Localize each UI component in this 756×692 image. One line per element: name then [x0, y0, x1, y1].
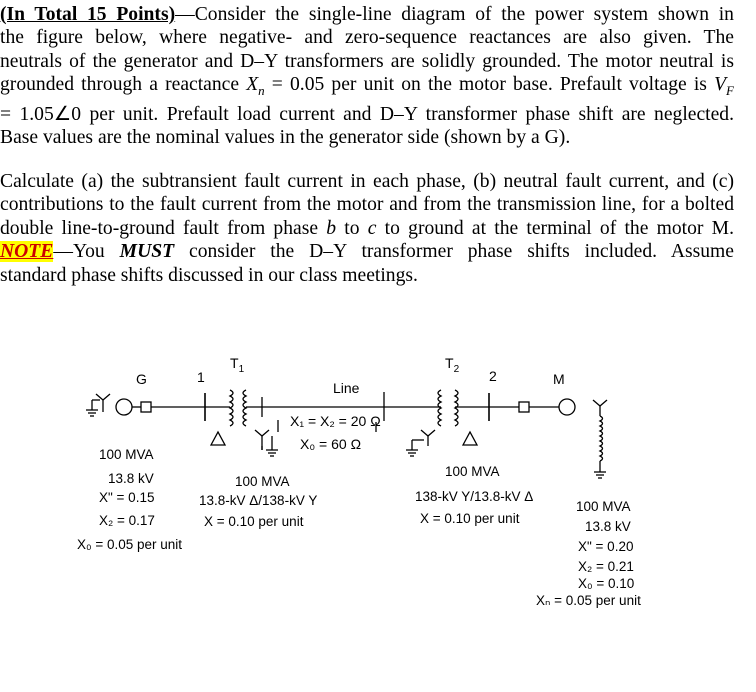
t1-wye-grounding-icon — [255, 430, 278, 456]
t2-label: $T_2$ — [445, 355, 460, 375]
t1-delta-icon — [211, 432, 225, 445]
svg-text:138-kV Y/13.8-kV Δ: 138-kV Y/13.8-kV Δ — [415, 489, 534, 504]
motor-specs — [536, 499, 641, 608]
t2-specs — [415, 464, 533, 526]
must-label: MUST — [119, 241, 175, 263]
bus-2-label: 2 — [489, 368, 497, 384]
p2-line-2: contributions to the fault current from the motor and from the transmission line, for a bolted — [0, 194, 734, 216]
svg-text:X₀ = 0.10: X₀ = 0.10 — [578, 576, 635, 591]
svg-text:X = 0.10 per unit: X = 0.10 per unit — [420, 511, 520, 526]
t2-wye-grounding-icon — [406, 430, 435, 456]
problem-statement — [0, 3, 734, 149]
bus-1-label: 1 — [197, 369, 205, 385]
t2-transformer-icon — [438, 390, 458, 426]
p1-line-4: grounded through a reactance $X_n = 0.05$ per unit on the motor base. Prefault voltage is $V_F$ — [0, 74, 734, 99]
p2-line-3: double line-to-ground fault from phase b to c to ground at the terminal of the motor M. — [0, 217, 734, 239]
p2-line-4: NOTE—You MUST consider the D–Y transformer phase shifts included. Assume — [0, 241, 734, 263]
motor-breaker-icon — [519, 402, 529, 412]
xn-subscript: n — [258, 83, 265, 99]
svg-text:100 MVA: 100 MVA — [576, 499, 631, 514]
svg-text:X₀ = 0.05 per unit: X₀ = 0.05 per unit — [77, 537, 183, 552]
motor-icon — [559, 399, 575, 415]
p2-line-1: Calculate (a) the subtransient fault current in each phase, (b) neutral fault current, and (c) — [0, 171, 734, 192]
generator-breaker-icon — [141, 402, 151, 412]
t1-label: $T_1$ — [230, 355, 245, 375]
p1-line-2: the figure below, where negative- and zero-sequence reactances are also given. The — [0, 27, 734, 49]
p1-line-1: (In Total 15 Points)—Consider the single-line diagram of the power system shown in — [0, 4, 734, 25]
question-statement — [0, 170, 734, 287]
svg-text:X" = 0.20: X" = 0.20 — [578, 539, 634, 554]
svg-text:13.8-kV Δ/138-kV Y: 13.8-kV Δ/138-kV Y — [199, 493, 318, 508]
vf-symbol: V — [714, 74, 727, 96]
svg-text:100 MVA: 100 MVA — [99, 447, 154, 462]
generator-icon — [116, 399, 132, 415]
line-x12: X₁ = X₂ = 20 Ω — [290, 413, 381, 429]
line-label: Line — [333, 380, 360, 396]
svg-text:X = 0.10 per unit: X = 0.10 per unit — [204, 514, 304, 529]
points-label: (In Total 15 Points) — [0, 4, 176, 25]
svg-text:13.8 kV: 13.8 kV — [108, 471, 154, 486]
p1-line-5: = 1.05∠0 per unit. Prefault load current and D–Y transformer phase shift are neglected. — [0, 103, 734, 125]
motor-wye-reactor-ground-icon — [593, 400, 607, 478]
t2-delta-icon — [463, 432, 477, 445]
svg-text:Xₙ = 0.05 per unit: Xₙ = 0.05 per unit — [536, 593, 641, 608]
p1-line-3: neutrals of the generator and D–Y transformers are solidly grounded. The motor neutral is — [0, 50, 734, 72]
p1-line-6: Base values are the nominal values in the generator side (shown by a G). — [0, 126, 571, 148]
phase-b: b — [326, 217, 337, 239]
note-label: NOTE — [0, 241, 54, 263]
p2-line-5: standard phase shifts discussed in our class meetings. — [0, 264, 418, 286]
line-x0: X₀ = 60 Ω — [300, 436, 362, 452]
svg-text:100 MVA: 100 MVA — [235, 474, 290, 489]
t1-specs — [199, 474, 317, 529]
svg-text:100 MVA: 100 MVA — [445, 464, 500, 479]
xn-symbol: X — [246, 74, 259, 96]
vf-subscript: F — [726, 83, 734, 99]
generator-label: G — [136, 371, 147, 387]
svg-text:13.8 kV: 13.8 kV — [585, 519, 631, 534]
svg-text:X₂ = 0.17: X₂ = 0.17 — [99, 513, 155, 528]
svg-text:X" = 0.15: X" = 0.15 — [99, 490, 155, 505]
svg-text:X₂ = 0.21: X₂ = 0.21 — [578, 559, 634, 574]
t1-transformer-icon — [230, 390, 246, 426]
single-line-diagram — [0, 350, 756, 620]
generator-specs — [77, 447, 182, 552]
motor-label: M — [553, 371, 565, 387]
phase-c: c — [367, 217, 377, 239]
generator-wye-grounding-icon — [86, 394, 110, 416]
